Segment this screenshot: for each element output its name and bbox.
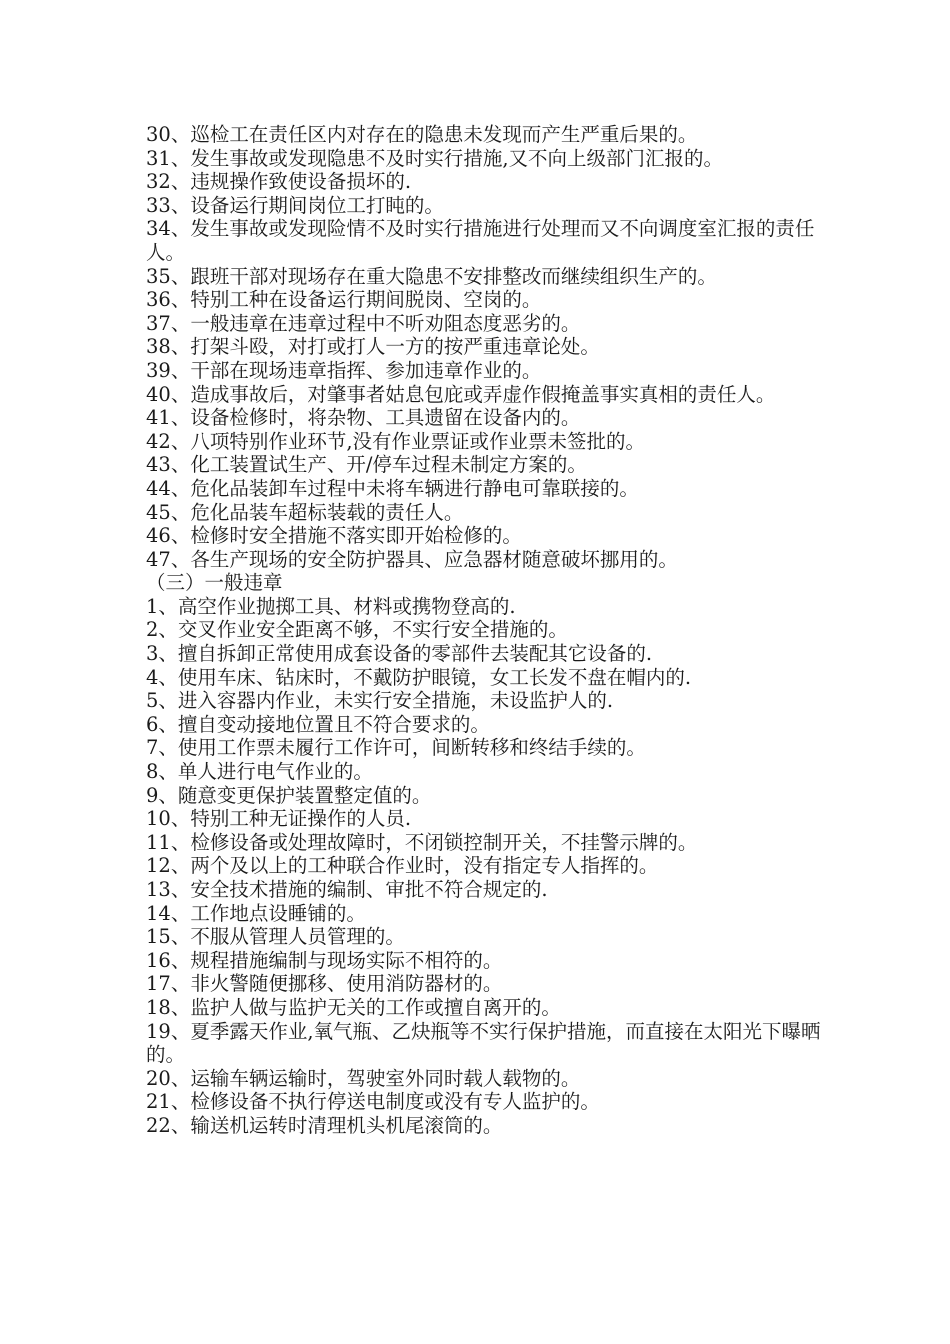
list-item: 1、高空作业抛掷工具、材料或携物登高的. [146,594,516,618]
list-item: 34、发生事故或发现险情不及时实行措施进行处理而又不向调度室汇报的责任人。 [146,217,815,264]
list-item: 38、打架斗殴，对打或打人一方的按严重违章论处。 [146,335,600,359]
list-item: 32、违规操作致使设备损坏的. [146,170,412,194]
list-item: 30、巡检工在责任区内对存在的隐患未发现而产生严重后果的。 [146,123,698,146]
list-item: 9、随意变更保护装置整定值的。 [146,783,432,807]
list-item: 17、非火警随便挪移、使用消防器材的。 [146,972,503,996]
list-item: 45、危化品装车超标装载的责任人。 [146,500,464,524]
list-item: 41、设备检修时，将杂物、工具遗留在设备内的。 [146,406,581,430]
list-item: 6、擅自变动接地位置且不符合要求的。 [146,712,490,736]
list-item: 39、干部在现场违章指挥、参加违章作业的。 [146,358,542,382]
list-item: 10、特别工种无证操作的人员. [146,807,412,831]
list-item: 21、检修设备不执行停送电制度或没有专人监护的。 [146,1090,600,1114]
list-item: 43、化工装置试生产、开/停车过程未制定方案的。 [146,453,587,477]
list-item: 46、检修时安全措施不落实即开始检修的。 [146,524,522,548]
list-item: 19、夏季露天作业,氧气瓶、乙炔瓶等不实行保护措施，而直接在太阳光下曝晒的。 [146,1019,821,1067]
section-heading: （三）一般违章 [146,571,283,595]
list-item: 2、交叉作业安全距离不够，不实行安全措施的。 [146,618,568,642]
list-item: 37、一般违章在违章过程中不听劝阻态度恶劣的。 [146,311,581,335]
list-item: 12、两个及以上的工种联合作业时，没有指定专人指挥的。 [146,854,659,878]
list-item: 18、监护人做与监护无关的工作或擅自离开的。 [146,995,561,1019]
list-item: 36、特别工种在设备运行期间脱岗、空岗的。 [146,288,542,312]
list-item: 11、检修设备或处理故障时，不闭锁控制开关，不挂警示牌的。 [146,830,698,854]
list-item: 15、不服从管理人员管理的。 [146,925,405,949]
list-item: 8、单人进行电气作业的。 [146,760,373,784]
list-item: 7、使用工作票未履行工作许可，间断转移和终结手续的。 [146,736,646,760]
list-item: 31、发生事故或发现隐患不及时实行措施,又不向上级部门汇报的。 [146,146,724,170]
list-item: 16、规程措施编制与现场实际不相符的。 [146,948,503,972]
document-body [146,123,826,1138]
list-item: 5、进入容器内作业，未实行安全措施，未设监护人的. [146,689,614,713]
list-item: 44、危化品装卸车过程中未将车辆进行静电可靠联接的。 [146,476,639,500]
list-item: 20、运输车辆运输时，驾驶室外同时载人载物的。 [146,1066,581,1090]
list-item: 35、跟班干部对现场存在重大隐患不安排整改而继续组织生产的。 [146,264,717,288]
list-item: 47、各生产现场的安全防护器具、应急器材随意破坏挪用的。 [146,547,678,571]
list-item: 13、安全技术措施的编制、审批不符合规定的. [146,878,548,901]
list-item: 33、设备运行期间岗位工打盹的。 [146,193,444,217]
list-item: 4、使用车床、钻床时，不戴防护眼镜，女工长发不盘在帽内的. [146,665,692,689]
list-item: 14、工作地点设睡铺的。 [146,901,366,925]
list-item: 22、输送机运转时清理机头机尾滚筒的。 [146,1113,503,1137]
list-item: 3、擅自拆卸正常使用成套设备的零部件去装配其它设备的. [146,642,653,666]
list-item: 42、八项特别作业环节,没有作业票证或作业票未签批的。 [146,429,646,453]
list-item: 40、造成事故后，对肇事者姑息包庇或弄虚作假掩盖事实真相的责任人。 [146,382,776,406]
